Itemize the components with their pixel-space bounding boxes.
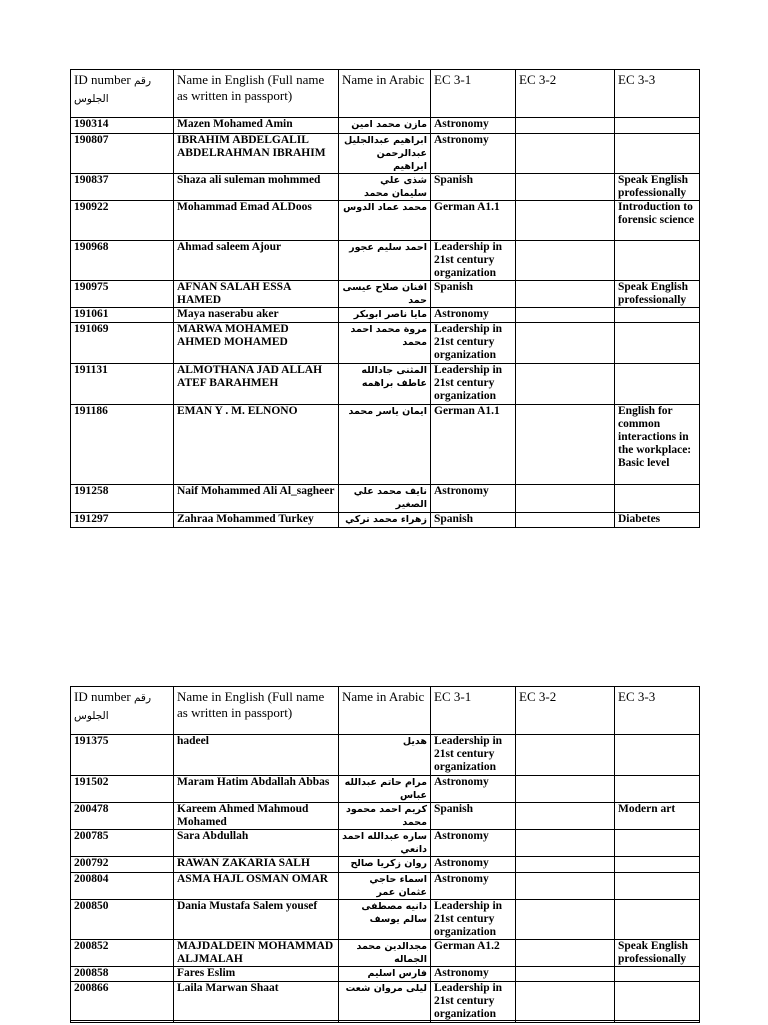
cell-name-arabic: مجدالدين محمد الجماله	[339, 940, 431, 967]
cell-name-arabic: زهراء محمد تركي	[339, 513, 431, 528]
cell-id: 190922	[71, 201, 174, 241]
cell-ec3-2	[516, 364, 615, 405]
cell-name-arabic: ابراهيم عبدالجليل عبدالرحمن ابراهيم	[339, 134, 431, 174]
header-ec3-2: EC 3-2	[516, 687, 615, 735]
cell-ec3-2	[516, 323, 615, 364]
cell-name-arabic: فارس اسليم	[339, 967, 431, 982]
cell-name-english: Kareem Ahmed Mahmoud Mohamed	[174, 803, 339, 830]
cell-id: 191297	[71, 513, 174, 528]
cell-id: 190968	[71, 241, 174, 281]
cell-ec3-1: German A1.2	[431, 940, 516, 967]
table-row	[71, 982, 700, 1023]
cell-name-english: Zahraa Mohammed Turkey	[174, 513, 339, 528]
cell-ec3-2	[516, 485, 615, 513]
cell-ec3-3	[615, 967, 700, 982]
table-row	[71, 857, 700, 873]
cell-name-arabic: اسماء حاجي عثمان عمر	[339, 873, 431, 900]
header-id: ID number رقم الجلوس	[71, 687, 174, 735]
cell-name-english: Mohammad Emad ALDoos	[174, 201, 339, 241]
cell-name-arabic: هديل	[339, 735, 431, 776]
cell-ec3-1: German A1.1	[431, 201, 516, 241]
table-row	[71, 513, 700, 528]
cell-id: 191258	[71, 485, 174, 513]
cell-name-english: MARWA MOHAMED AHMED MOHAMED	[174, 323, 339, 364]
cell-name-arabic: افنان صلاح عيسى حمد	[339, 281, 431, 308]
cell-name-arabic: احمد سليم عجور	[339, 241, 431, 281]
cell-ec3-1: Astronomy	[431, 308, 516, 323]
enrollment-table-2	[70, 686, 700, 1023]
cell-id: 190975	[71, 281, 174, 308]
cell-ec3-1: Astronomy	[431, 967, 516, 982]
cell-name-arabic: ساره عبدالله احمد دانعي	[339, 830, 431, 857]
cell-ec3-3	[615, 323, 700, 364]
cell-id: 190314	[71, 118, 174, 134]
header-ec3-1: EC 3-1	[431, 687, 516, 735]
header-row	[71, 687, 700, 735]
cell-ec3-1: Leadership in 21st century organization	[431, 900, 516, 940]
cell-ec3-2	[516, 201, 615, 241]
cell-ec3-3: Speak English professionally	[615, 174, 700, 201]
cell-id: 200804	[71, 873, 174, 900]
table-row	[71, 364, 700, 405]
cell-name-arabic: ايمان ياسر محمد	[339, 405, 431, 485]
table-row	[71, 201, 700, 241]
cell-ec3-2	[516, 940, 615, 967]
table-row	[71, 241, 700, 281]
cell-id: 200852	[71, 940, 174, 967]
table-row	[71, 174, 700, 201]
cell-name-arabic: محمد عماد الدوس	[339, 201, 431, 241]
table-row	[71, 967, 700, 982]
cell-ec3-2	[516, 967, 615, 982]
cell-name-arabic: نايف محمد علي الصغير	[339, 485, 431, 513]
cell-ec3-2	[516, 873, 615, 900]
cell-name-english: Ahmad saleem Ajour	[174, 241, 339, 281]
cell-name-arabic: كريم احمد محمود محمد	[339, 803, 431, 830]
cell-name-arabic: مازن محمد امين	[339, 118, 431, 134]
cell-ec3-1: German A1.1	[431, 405, 516, 485]
cell-ec3-2	[516, 134, 615, 174]
cell-name-arabic: مايا ناصر ابوبكر	[339, 308, 431, 323]
cell-ec3-1: Astronomy	[431, 118, 516, 134]
cell-name-english: EMAN Y . M. ELNONO	[174, 405, 339, 485]
next-row-partial	[70, 1020, 699, 1025]
cell-ec3-1: Astronomy	[431, 485, 516, 513]
cell-ec3-1: Leadership in 21st century organization	[431, 364, 516, 405]
cell-ec3-1: Astronomy	[431, 830, 516, 857]
cell-name-english: Shaza ali suleman mohmmed	[174, 174, 339, 201]
table-row	[71, 940, 700, 967]
cell-name-english: ALMOTHANA JAD ALLAH ATEF BARAHMEH	[174, 364, 339, 405]
cell-ec3-3	[615, 485, 700, 513]
cell-ec3-3	[615, 118, 700, 134]
table-body	[71, 118, 700, 528]
header-row	[71, 70, 700, 118]
table-row	[71, 873, 700, 900]
cell-name-english: AFNAN SALAH ESSA HAMED	[174, 281, 339, 308]
cell-name-english: IBRAHIM ABDELGALIL ABDELRAHMAN IBRAHIM	[174, 134, 339, 174]
cell-name-arabic: مرام حاتم عبدالله عباس	[339, 776, 431, 803]
cell-ec3-2	[516, 830, 615, 857]
table-row	[71, 776, 700, 803]
cell-ec3-3: English for common interactions in the workplace: Basic level	[615, 405, 700, 485]
cell-id: 200850	[71, 900, 174, 940]
cell-id: 191186	[71, 405, 174, 485]
cell-name-english: Sara Abdullah	[174, 830, 339, 857]
cell-name-arabic: المثنى جادالله عاطف براهمه	[339, 364, 431, 405]
cell-id: 200866	[71, 982, 174, 1023]
cell-name-english: Fares Eslim	[174, 967, 339, 982]
table-row	[71, 735, 700, 776]
cell-name-english: Dania Mustafa Salem yousef	[174, 900, 339, 940]
cell-ec3-3	[615, 982, 700, 1023]
cell-id: 191069	[71, 323, 174, 364]
cell-ec3-3: Speak English professionally	[615, 940, 700, 967]
cell-ec3-3	[615, 900, 700, 940]
cell-ec3-3	[615, 364, 700, 405]
header-name-en: Name in English (Full name as written in passport)	[174, 70, 339, 118]
table-row	[71, 485, 700, 513]
cell-ec3-2	[516, 803, 615, 830]
cell-name-english: Naif Mohammed Ali Al_sagheer	[174, 485, 339, 513]
cell-name-english: RAWAN ZAKARIA SALH	[174, 857, 339, 873]
cell-ec3-1: Leadership in 21st century organization	[431, 241, 516, 281]
table-row	[71, 118, 700, 134]
cell-id: 190837	[71, 174, 174, 201]
header-ec3-2: EC 3-2	[516, 70, 615, 118]
cell-ec3-2	[516, 513, 615, 528]
table-body	[71, 735, 700, 1023]
cell-id: 191502	[71, 776, 174, 803]
cell-ec3-3	[615, 308, 700, 323]
table-row	[71, 308, 700, 323]
cell-ec3-2	[516, 857, 615, 873]
table-row	[71, 134, 700, 174]
cell-ec3-3	[615, 134, 700, 174]
cell-name-arabic: روان زكريا صالح	[339, 857, 431, 873]
cell-ec3-2	[516, 118, 615, 134]
cell-ec3-3	[615, 830, 700, 857]
enrollment-table-1	[70, 69, 700, 528]
cell-id: 200858	[71, 967, 174, 982]
cell-id: 191061	[71, 308, 174, 323]
cell-name-english: Maram Hatim Abdallah Abbas	[174, 776, 339, 803]
cell-ec3-2	[516, 281, 615, 308]
cell-name-english: Mazen Mohamed Amin	[174, 118, 339, 134]
cell-ec3-1: Spanish	[431, 281, 516, 308]
cell-ec3-1: Astronomy	[431, 776, 516, 803]
cell-id: 190807	[71, 134, 174, 174]
cell-id: 200792	[71, 857, 174, 873]
cell-id: 200478	[71, 803, 174, 830]
cell-id: 191375	[71, 735, 174, 776]
cell-name-arabic: ليلى مروان شعت	[339, 982, 431, 1023]
cell-ec3-2	[516, 405, 615, 485]
cell-ec3-3	[615, 873, 700, 900]
cell-ec3-1: Astronomy	[431, 857, 516, 873]
table-row	[71, 900, 700, 940]
cell-name-arabic: شذى علي سليمان محمد	[339, 174, 431, 201]
header-name-en: Name in English (Full name as written in passport)	[174, 687, 339, 735]
cell-ec3-3: Modern art	[615, 803, 700, 830]
cell-ec3-3	[615, 241, 700, 281]
cell-ec3-1: Leadership in 21st century organization	[431, 982, 516, 1023]
cell-ec3-2	[516, 308, 615, 323]
cell-ec3-1: Leadership in 21st century organization	[431, 323, 516, 364]
cell-name-english: Laila Marwan Shaat	[174, 982, 339, 1023]
table-row	[71, 803, 700, 830]
cell-ec3-2	[516, 241, 615, 281]
cell-name-english: MAJDALDEIN MOHAMMAD ALJMALAH	[174, 940, 339, 967]
cell-ec3-2	[516, 900, 615, 940]
cell-ec3-2	[516, 776, 615, 803]
cell-ec3-3	[615, 857, 700, 873]
table-row	[71, 405, 700, 485]
cell-ec3-3: Diabetes	[615, 513, 700, 528]
cell-ec3-2	[516, 982, 615, 1023]
header-name-ar: Name in Arabic	[339, 70, 431, 118]
header-id: ID number رقم الجلوس	[71, 70, 174, 118]
table-row	[71, 323, 700, 364]
header-ec3-3: EC 3-3	[615, 687, 700, 735]
cell-ec3-1: Spanish	[431, 803, 516, 830]
cell-ec3-3	[615, 776, 700, 803]
cell-name-english: ASMA HAJL OSMAN OMAR	[174, 873, 339, 900]
cell-ec3-3: Introduction to forensic science	[615, 201, 700, 241]
cell-id: 200785	[71, 830, 174, 857]
table-row	[71, 830, 700, 857]
header-ec3-1: EC 3-1	[431, 70, 516, 118]
cell-ec3-1: Spanish	[431, 174, 516, 201]
cell-ec3-2	[516, 735, 615, 776]
cell-ec3-1: Astronomy	[431, 134, 516, 174]
cell-name-arabic: دانيه مصطفى سالم يوسف	[339, 900, 431, 940]
cell-ec3-1: Spanish	[431, 513, 516, 528]
cell-ec3-3: Speak English professionally	[615, 281, 700, 308]
cell-ec3-2	[516, 174, 615, 201]
cell-ec3-1: Astronomy	[431, 873, 516, 900]
table-row	[71, 281, 700, 308]
cell-ec3-1: Leadership in 21st century organization	[431, 735, 516, 776]
cell-id: 191131	[71, 364, 174, 405]
header-ec3-3: EC 3-3	[615, 70, 700, 118]
cell-name-english: hadeel	[174, 735, 339, 776]
cell-name-arabic: مروة محمد احمد محمد	[339, 323, 431, 364]
cell-ec3-3	[615, 735, 700, 776]
header-name-ar: Name in Arabic	[339, 687, 431, 735]
cell-name-english: Maya naserabu aker	[174, 308, 339, 323]
